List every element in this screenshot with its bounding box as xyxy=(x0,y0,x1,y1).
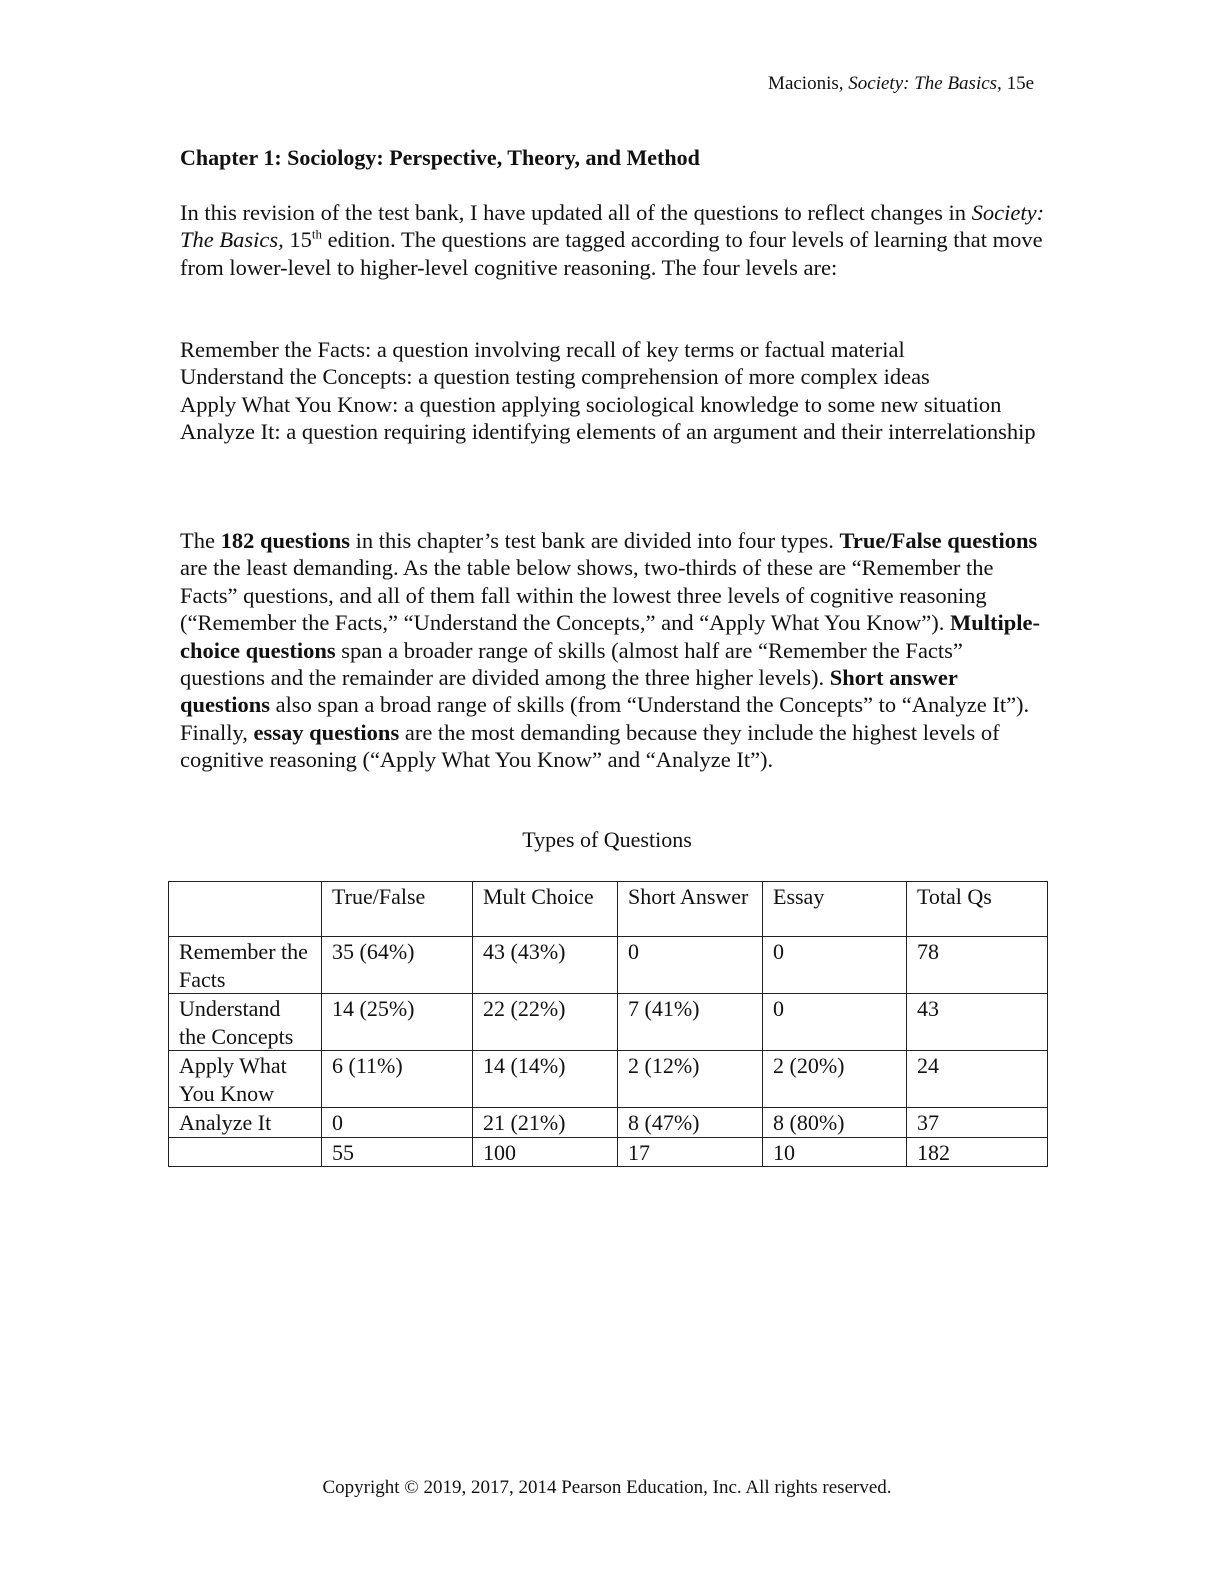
header-cell: Short Answer xyxy=(618,882,763,937)
header-cell: Essay xyxy=(763,882,907,937)
table-row xyxy=(169,937,1048,994)
table-cell: 24 xyxy=(907,1051,1048,1108)
intro-text-1: In this revision of the test bank, I have updated all of the questions to reflect changes in xyxy=(180,200,972,225)
level-apply: Apply What You Know: a question applying sociological knowledge to some new situation xyxy=(180,391,1002,417)
table-cell: 8 (47%) xyxy=(618,1108,763,1138)
table-row xyxy=(169,1051,1048,1108)
table-cell: 43 (43%) xyxy=(473,937,618,994)
summary-bold-5: essay questions xyxy=(253,719,400,745)
summary-bold-1: 182 questions xyxy=(220,528,351,553)
question-types-table xyxy=(168,881,1048,1167)
table-header-row xyxy=(169,882,1048,937)
header-cell: Total Qs xyxy=(907,882,1048,937)
table-cell: 6 (11%) xyxy=(322,1051,473,1108)
table-cell: 14 (25%) xyxy=(322,994,473,1051)
intro-book-title: Society: The Basics, xyxy=(180,200,1045,253)
intro-superscript: th xyxy=(311,226,322,242)
summary-text-4: span a broader range of skills (almost half are “Remember the Facts” questions and the remainder are divided among the three higher levels). xyxy=(180,637,963,691)
level-understand: Understand the Concepts: a question testing comprehension of more complex ideas xyxy=(180,364,930,390)
total-cell: 55 xyxy=(322,1137,473,1167)
header-cell: Mult Choice xyxy=(473,882,618,937)
row-label: Remember the Facts xyxy=(169,937,322,994)
header-edition: 15e xyxy=(1006,73,1034,94)
running-header xyxy=(768,72,1034,96)
header-cell xyxy=(169,882,322,937)
header-book-title: Society: The Basics, xyxy=(848,73,1002,94)
summary-text-1: The xyxy=(180,528,221,553)
summary-text-6: are the most demanding because they include the highest levels of cognitive reasoning (“Apply What You Know” and “Analyze It”). xyxy=(180,719,1000,773)
copyright-footer: Copyright © 2019, 2017, 2014 Pearson Education, Inc. All rights reserved. xyxy=(322,1477,892,1498)
header-author: Macionis, xyxy=(768,73,844,94)
row-label xyxy=(169,1137,322,1167)
table-row xyxy=(169,994,1048,1051)
table-cell: 0 xyxy=(763,937,907,994)
table-cell: 35 (64%) xyxy=(322,937,473,994)
table-cell: 2 (12%) xyxy=(618,1051,763,1108)
summary-bold-2: True/False questions xyxy=(839,528,1038,553)
header-cell: True/False xyxy=(322,882,473,937)
table-cell: 37 xyxy=(907,1108,1048,1138)
summary-bold-3: Multiple-choice questions xyxy=(180,610,1041,663)
table-cell: 43 xyxy=(907,994,1048,1051)
total-cell: 10 xyxy=(763,1137,907,1167)
total-cell: 100 xyxy=(473,1137,618,1167)
table-cell: 78 xyxy=(907,937,1048,994)
row-label: Understand the Concepts xyxy=(169,994,322,1051)
row-label: Analyze It xyxy=(169,1108,322,1138)
table-cell: 8 (80%) xyxy=(763,1108,907,1138)
level-analyze: Analyze It: a question requiring identifying elements of an argument and their interrelationship xyxy=(180,419,1036,445)
total-cell: 182 xyxy=(907,1137,1048,1167)
summary-bold-4: Short answer questions xyxy=(180,665,958,718)
table-cell: 22 (22%) xyxy=(473,994,618,1051)
table-cell: 0 xyxy=(763,994,907,1051)
summary-text-5: also span a broad range of skills (from “Understand the Concepts” to “Analyze It”). Finally, xyxy=(180,692,1030,745)
summary-text-2: in this chapter’s test bank are divided into four types. xyxy=(350,528,840,553)
levels-list xyxy=(180,336,1050,446)
table-cell: 0 xyxy=(322,1108,473,1138)
intro-paragraph xyxy=(180,199,1050,281)
row-label: Apply What You Know xyxy=(169,1051,322,1108)
level-remember: Remember the Facts: a question involving recall of key terms or factual material xyxy=(180,337,905,362)
table-cell: 0 xyxy=(618,937,763,994)
intro-text-3: edition. The questions are tagged according to four levels of learning that move from lower-level to higher-level cognitive reasoning. The four levels are: xyxy=(180,227,1043,280)
table-caption: Types of Questions xyxy=(522,827,692,852)
table-cell: 2 (20%) xyxy=(763,1051,907,1108)
intro-text-2: 15 xyxy=(283,227,312,253)
table-cell: 21 (21%) xyxy=(473,1108,618,1138)
table-cell: 7 (41%) xyxy=(618,994,763,1051)
total-cell: 17 xyxy=(618,1137,763,1167)
summary-text-3: are the least demanding. As the table below shows, two-thirds of these are “Remember the Facts” questions, and all of them fall within the lowest three levels of cognitive reasoning (“Remember the Facts,” “Understand the Concepts,” and “Apply What You Know”). xyxy=(180,555,994,636)
table-totals-row xyxy=(169,1137,1048,1167)
table-row xyxy=(169,1108,1048,1138)
table-cell: 14 (14%) xyxy=(473,1051,618,1108)
summary-paragraph xyxy=(180,527,1050,774)
chapter-title: Chapter 1: Sociology: Perspective, Theory, and Method xyxy=(180,145,700,170)
